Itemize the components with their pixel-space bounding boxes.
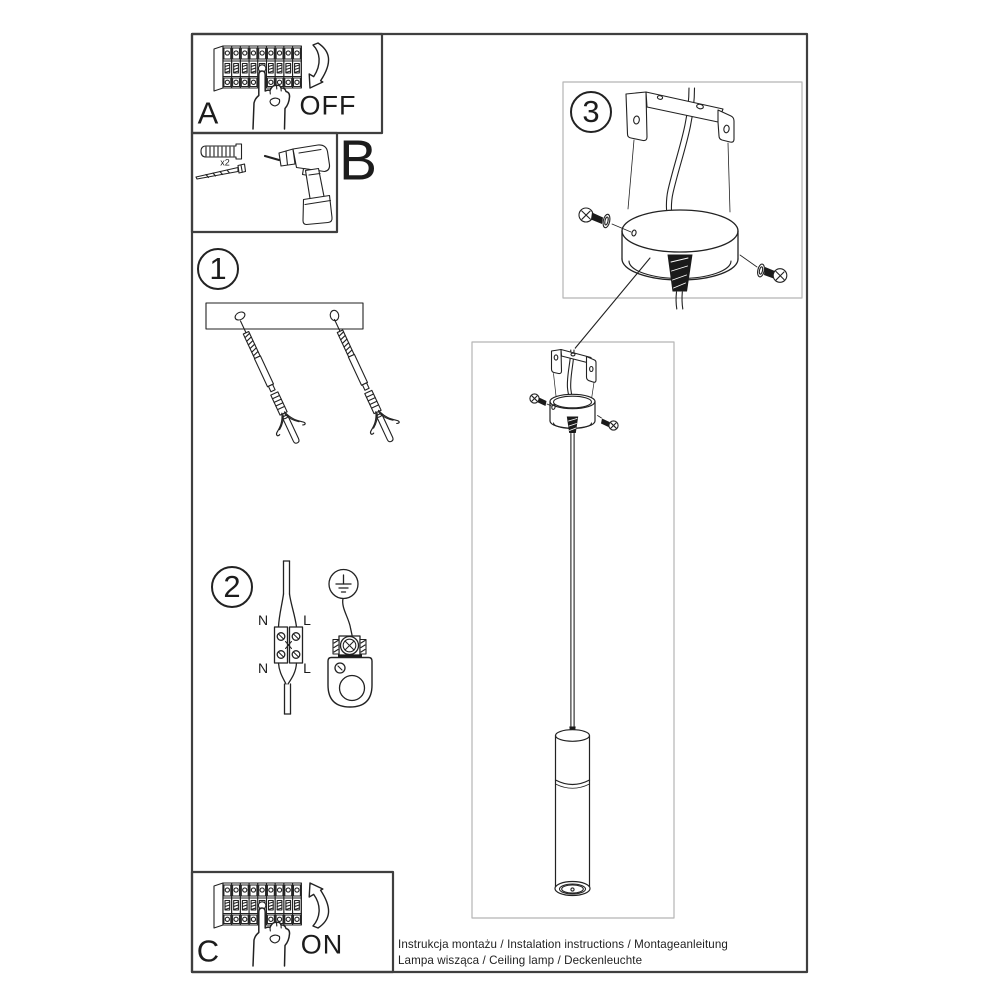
breaker-panel-a — [214, 46, 301, 91]
ground-clamp — [328, 599, 372, 708]
footer-line-2: Lampa wisząca / Ceiling lamp / Deckenleuchte — [398, 953, 643, 967]
step2-wiring — [275, 561, 303, 714]
pendant-cylinder — [555, 727, 590, 896]
on-arrow-icon — [309, 883, 328, 928]
step1-anchor-screw-left — [227, 315, 312, 450]
step1-number-badge — [197, 248, 239, 290]
step1-anchor-screw-right — [321, 313, 406, 448]
off-arrow-icon — [309, 43, 328, 88]
step2-number: 2 — [223, 569, 241, 604]
panel-a-letter: A — [197, 95, 219, 131]
panel-b-quantity-label: x2 — [220, 157, 230, 168]
main-screw-right — [598, 416, 619, 431]
main-cable — [571, 434, 574, 728]
drill-icon — [265, 145, 332, 225]
wire-label-neutral-top: N — [257, 612, 269, 628]
leader-line — [572, 258, 650, 352]
footer-caption — [398, 937, 728, 968]
step2-number-badge — [211, 566, 253, 608]
panel-c-state-label: ON — [300, 929, 344, 960]
step1-number: 1 — [209, 251, 227, 286]
wire-label-live-bottom: L — [303, 660, 311, 676]
figure-frames — [472, 82, 802, 918]
panel-b-letter: B — [338, 128, 378, 193]
breaker-panel-c — [214, 883, 301, 928]
wire-label-neutral-bottom: N — [257, 660, 269, 676]
step1-ceiling-plate — [206, 303, 363, 329]
footer-line-1: Instrukcja montażu / Instalation instructions / Montageanleitung — [398, 938, 728, 951]
page-frame — [192, 34, 807, 972]
step3-screw-right — [740, 255, 787, 282]
main-screw-left — [530, 394, 552, 406]
main-canopy — [550, 394, 595, 433]
step3-canopy — [622, 210, 738, 309]
step3-number: 3 — [582, 94, 600, 129]
step3-number-badge — [570, 91, 612, 133]
wire-label-live-top: L — [303, 612, 311, 628]
step3-screw-left — [579, 208, 631, 232]
panel-c-letter: C — [196, 933, 220, 969]
panel-a-state-label: OFF — [299, 90, 357, 121]
ground-symbol-icon — [329, 570, 358, 599]
